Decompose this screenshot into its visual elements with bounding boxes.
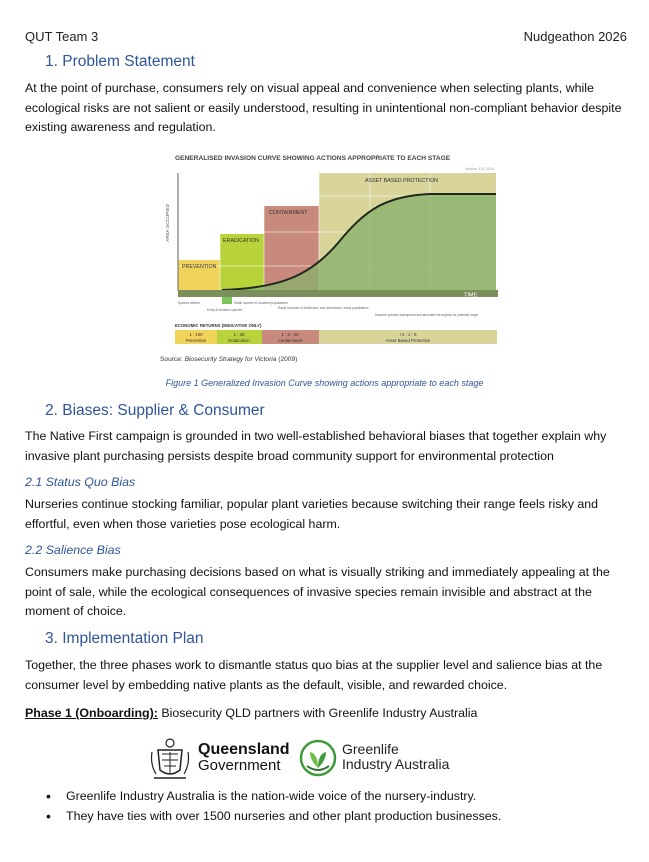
greenlife-leaf-icon xyxy=(298,738,338,778)
phase-1-label: Phase 1 (Onboarding): xyxy=(25,706,158,720)
phase-1-text: Biosecurity QLD partners with Greenlife Industry Australia xyxy=(157,706,478,720)
note-entry: Entry of invasive species xyxy=(207,308,243,312)
greenlife-logo-line1: Greenlife xyxy=(342,741,399,757)
stage-containment-label: CONTAINMENT xyxy=(269,210,308,216)
note-species-absent: Species absent xyxy=(178,301,200,305)
returns-label-prevention: Prevention xyxy=(185,338,207,343)
stage-prevention-label: PREVENTION xyxy=(182,264,217,270)
greenlife-logo-line2: Industry Australia xyxy=(342,756,450,772)
greenlife-logo xyxy=(342,742,449,772)
figure-version: Version 3.0 | 2010 xyxy=(465,167,494,171)
time-axis-bar xyxy=(178,290,498,297)
returns-ratio-asset: <1 : 1 - 5 xyxy=(399,332,417,337)
stage-asset-label: ASSET BASED PROTECTION xyxy=(365,178,438,184)
bullet-item: • Greenlife Industry Australia is the nation-wide voice of the nursery-industry. xyxy=(46,786,501,806)
returns-ratio-eradication: 1 : 25 xyxy=(233,332,245,337)
returns-title: ECONOMIC RETURNS (INDICATIVE ONLY) xyxy=(175,323,262,328)
note-rapid: Rapid increase in distribution and abundance, many populations xyxy=(278,306,369,310)
partner-logos xyxy=(148,736,468,782)
header-team: QUT Team 3 xyxy=(25,29,99,44)
y-axis-label: AREA OCCUPIED xyxy=(165,204,170,242)
note-widespread: Invasive species widespread and abundant throughout its potential range xyxy=(375,313,479,317)
invasion-curve-diagram xyxy=(160,148,508,370)
returns-label-asset: Asset Based Protection xyxy=(385,338,431,343)
section-problem-statement-heading: 1. Problem Statement xyxy=(45,53,195,70)
phase-1-bullets xyxy=(46,786,501,826)
x-axis-label: TIME xyxy=(464,292,478,299)
returns-ratio-prevention: 1 : 100 xyxy=(189,332,203,337)
stage-eradication-label: ERADICATION xyxy=(223,238,259,244)
queensland-crest-icon xyxy=(148,736,192,782)
biases-intro-paragraph: The Native First campaign is grounded in two well-established behavioral biases that together explain why invasive plant purchasing persists despite broad community support for environmental protection xyxy=(25,429,607,463)
phase-1-line xyxy=(25,706,477,720)
bullet-item: • They have ties with over 1500 nurseries and other plant production businesses. xyxy=(46,806,501,826)
figure-caption: Figure 1 Generalized Invasion Curve showing actions appropriate to each stage xyxy=(165,378,484,388)
implementation-paragraph: Together, the three phases work to dismantle status quo bias at the supplier level and salience bias at the consumer level by embedding native plants as the default, visible, and rewarded choice. xyxy=(25,658,603,692)
section-biases-heading: 2. Biases: Supplier & Consumer xyxy=(45,402,265,419)
figure-source: Source: Biosecurity Strategy for Victoria (2009) xyxy=(160,356,298,363)
invasion-curve-figure xyxy=(160,148,508,370)
returns-label-eradication: Eradication xyxy=(228,338,250,343)
problem-statement-paragraph: At the point of purchase, consumers rely on visual appeal and convenience when selecting plants, while ecological risks are not salient or easily understood, resulting in unintentional non-compliant behavior despite existing awareness and regulation. xyxy=(25,81,622,134)
header-event: Nudgeathon 2026 xyxy=(523,29,627,44)
queensland-government-logo xyxy=(198,742,290,774)
note-localised: Small number of localised populations xyxy=(234,301,288,305)
returns-ratio-containment: 1 : 5 - 10 xyxy=(281,332,299,337)
salience-bias-heading: 2.2 Salience Bias xyxy=(25,543,121,557)
status-quo-bias-paragraph: Nurseries continue stocking familiar, popular plant varieties because switching their range feels risky and effortful, even when those varieties pose ecological harm. xyxy=(25,497,599,531)
returns-label-containment: Containment xyxy=(277,338,303,343)
status-quo-bias-heading: 2.1 Status Quo Bias xyxy=(25,475,136,489)
qld-logo-line2: Government xyxy=(198,757,281,774)
salience-bias-paragraph: Consumers make purchasing decisions based on what is visually striking and immediately appealing at the point of sale, while the ecological consequences of invasive species remain invisible and abstract at the moment of choice. xyxy=(25,565,610,618)
figure-title: GENERALISED INVASION CURVE SHOWING ACTIONS APPROPRIATE TO EACH STAGE xyxy=(175,155,451,162)
qld-logo-line1: Queensland xyxy=(198,741,290,758)
section-implementation-heading: 3. Implementation Plan xyxy=(45,630,204,647)
